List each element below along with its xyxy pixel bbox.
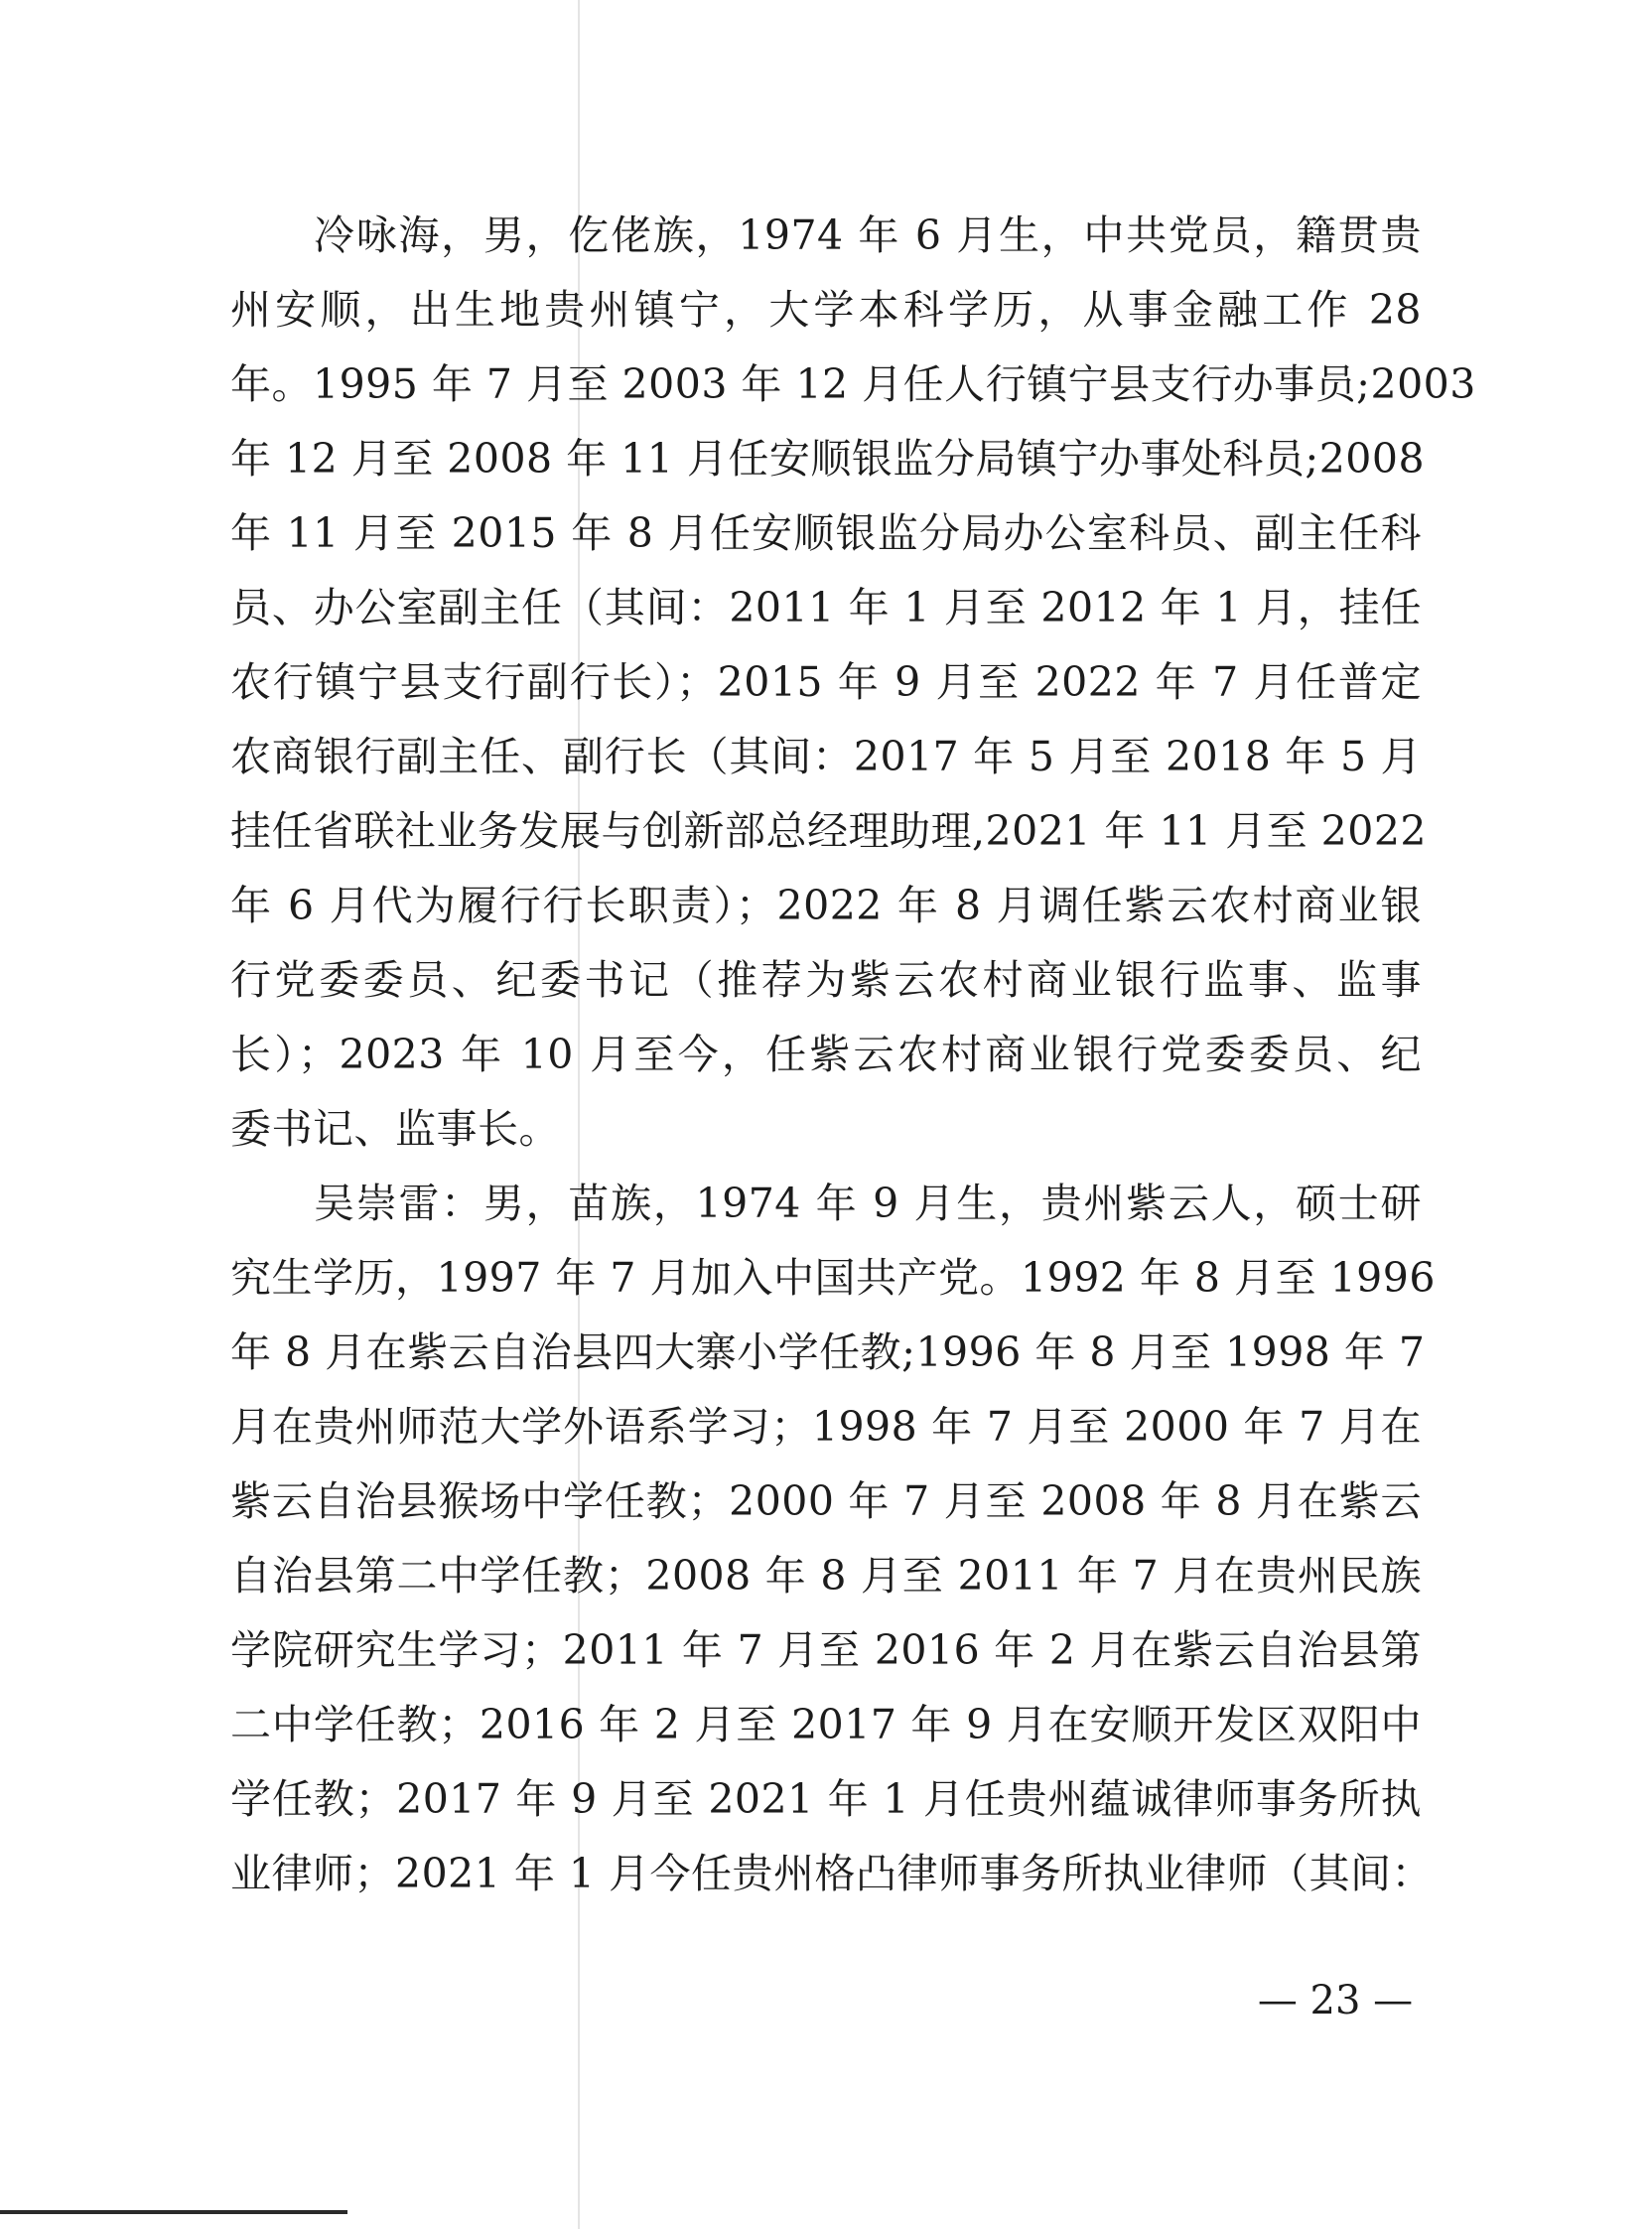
paragraph-1-line: 年。1995 年 7 月至 2003 年 12 月任人行镇宁县支行办事员;2003 [230,360,1476,408]
paragraph-1-line: 挂任省联社业务发展与创新部总经理助理,2021 年 11 月至 2022 [230,807,1428,855]
paragraph-2-line: 业律师；2021 年 1 月今任贵州格凸律师事务所执业律师（其间： [230,1850,1434,1897]
paragraph-1-line: 员、办公室副主任（其间：2011 年 1 月至 2012 年 1 月，挂任 [230,584,1422,631]
paragraph-1-line: 冷咏海，男，仡佬族，1974 年 6 月生，中共党员，籍贯贵 [314,211,1422,259]
paragraph-1-line: 农商银行副主任、副行长（其间：2017 年 5 月至 2018 年 5 月 [230,733,1422,780]
paragraph-2-line: 自治县第二中学任教；2008 年 8 月至 2011 年 7 月在贵州民族 [230,1552,1422,1600]
paragraph-2-line: 究生学历，1997 年 7 月加入中国共产党。1992 年 8 月至 1996 [230,1254,1436,1302]
paragraph-1-line: 年 12 月至 2008 年 11 月任安顺银监分局镇宁办事处科员;2008 [230,435,1426,483]
page-number: — 23 — [1257,1978,1414,2023]
paragraph-2-line: 二中学任教；2016 年 2 月至 2017 年 9 月在安顺开发区双阳中 [230,1701,1422,1748]
paragraph-1-line: 年 11 月至 2015 年 8 月任安顺银监分局办公室科员、副主任科 [230,509,1422,557]
paragraph-2-line: 吴崇雷：男，苗族，1974 年 9 月生，贵州紫云人，硕士研 [314,1180,1422,1227]
paragraph-1-line: 长）；2023 年 10 月至今，任紫云农村商业银行党委委员、纪 [230,1031,1422,1078]
paragraph-1-line: 行党委委员、纪委书记（推荐为紫云农村商业银行监事、监事 [230,956,1422,1004]
paragraph-2-line: 月在贵州师范大学外语系学习；1998 年 7 月至 2000 年 7 月在 [230,1403,1422,1451]
paragraph-1-line: 农行镇宁县支行副行长）；2015 年 9 月至 2022 年 7 月任普定 [230,658,1422,706]
paragraph-2-line: 学任教；2017 年 9 月至 2021 年 1 月任贵州蕴诚律师事务所执 [230,1775,1422,1823]
paragraph-2-line: 年 8 月在紫云自治县四大寨小学任教;1996 年 8 月至 1998 年 7 [230,1328,1426,1376]
paragraph-2-line: 紫云自治县猴场中学任教；2000 年 7 月至 2008 年 8 月在紫云 [230,1477,1422,1525]
paragraph-1-line: 委书记、监事长。 [230,1105,560,1153]
body-text [230,199,1476,1911]
paragraph-1-line: 年 6 月代为履行行长职责）；2022 年 8 月调任紫云农村商业银 [230,882,1422,929]
paragraph-1-line: 州安顺，出生地贵州镇宁，大学本科学历，从事金融工作 28 [230,286,1422,334]
paragraph-2-line: 学院研究生学习；2011 年 7 月至 2016 年 2 月在紫云自治县第 [230,1626,1422,1674]
bottom-rule [0,2210,347,2214]
